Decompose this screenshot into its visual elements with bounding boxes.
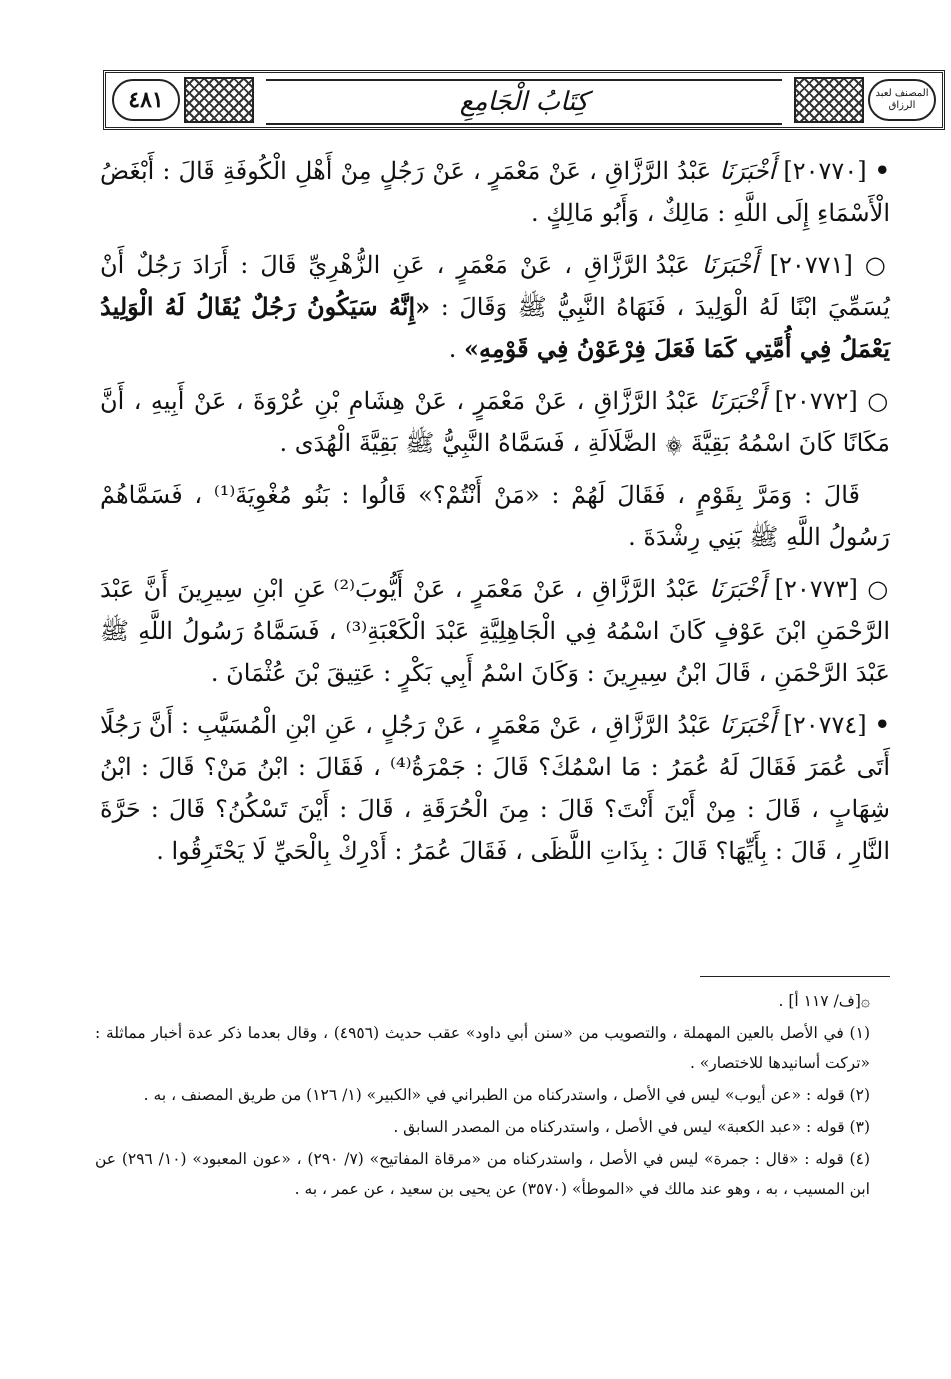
footnote-3: (٣) قوله : «عبد الكعبة» ليس في الأصل ، واستدركناه من المصدر السابق .	[393, 1118, 870, 1136]
footnote-2: (٢) قوله : «عن أيوب» ليس في الأصل ، واستدركناه من الطبراني في «الكبير» (١/ ١٢٦) من طريق المصنف ، به .	[143, 1086, 870, 1104]
ornament-left-icon	[184, 77, 254, 123]
footnote-1: (١) في الأصل بالعين المهملة ، والتصويب من «سنن أبي داود» عقب حديث (٤٩٥٦) ، وقال بعدما ذكر عدة أخبار مماثلة : «تركت أسانيدها للاختصار» .	[95, 1024, 870, 1072]
prophetic-saying: «إِنَّهُ سَيَكُونُ رَجُلٌ يُقَالُ لَهُ الْوَلِيدُ يَعْمَلُ فِي أُمَّتِي كَمَا فَعَلَ فِرْعَوْنُ فِي قَوْمِهِ»	[100, 292, 890, 363]
page-header	[103, 70, 945, 130]
main-text	[100, 150, 890, 882]
footnote-4: (٤) قوله : «قال : جمرة» ليس في الأصل ، واستدركناه من «مرقاة المفاتيح» (٧/ ٢٩٠) ، «عون المعبود» (١٠/ ٢٩٦) عن ابن المسيب ، به ، وهو عند مالك في «الموطأ» (٣٥٧٠) عن يحيى بن سعيد ، عن عمر ، به .	[95, 1150, 870, 1198]
footnote-divider	[700, 976, 890, 977]
chapter-title: كِتَابُ الْجَامِعِ	[266, 79, 782, 125]
hadith-number: [٢٠٧٧٠]	[783, 157, 867, 185]
hadith-number: [٢٠٧٧٤]	[783, 711, 867, 739]
hadith-number: [٢٠٧٧١]	[769, 251, 853, 279]
footnotes	[95, 986, 870, 1206]
hadith-20772-continuation: قَالَ : وَمَرَّ بِقَوْمٍ ، فَقَالَ لَهُمْ : «مَنْ أَنْتُمْ؟» قَالُوا : بَنُو مُغْوِيَةَ⁽¹⁾ ، فَسَمَّاهُمْ رَسُولُ اللَّهِ ﷺ بَنِي رِشْدَةَ .	[100, 481, 890, 551]
book-name-seal: المصنف لعبد الرزاق	[868, 79, 936, 121]
hadith-20770: • [٢٠٧٧٠] أَخْبَرَنَا عَبْدُ الرَّزَّاقِ ، عَنْ مَعْمَرٍ ، عَنْ رَجُلٍ مِنْ أَهْلِ الْكُوفَةِ قَالَ : أَبْغَضُ الْأَسْمَاءِ إِلَى اللَّهِ : مَالِكٌ ، وَأَبُو مَالِكٍ .	[100, 156, 890, 227]
hadith-20772: ○ [٢٠٧٧٢] أَخْبَرَنَا عَبْدُ الرَّزَّاقِ ، عَنْ مَعْمَرٍ ، عَنْ هِشَامِ بْنِ عُرْوَةَ ، عَنْ أَبِيهِ ، أَنَّ مَكَانًا كَانَ اسْمُهُ بَقِيَّةَ ۞ الضَّلَالَةِ ، فَسَمَّاهُ النَّبِيُّ ﷺ بَقِيَّةَ الْهُدَى .	[100, 386, 890, 457]
hadith-20773: ○ [٢٠٧٧٣] أَخْبَرَنَا عَبْدُ الرَّزَّاقِ ، عَنْ مَعْمَرٍ ، عَنْ أَيُّوبَ⁽²⁾ عَنِ ابْنِ سِيرِينَ أَنَّ عَبْدَ الرَّحْمَنِ ابْنَ عَوْفٍ كَانَ اسْمُهُ فِي الْجَاهِلِيَّةِ عَبْدَ الْكَعْبَةِ⁽³⁾ ، فَسَمَّاهُ رَسُولُ اللَّهِ ﷺ عَبْدَ الرَّحْمَنِ ، قَالَ ابْنُ سِيرِينَ : وَكَانَ اسْمُ أَبِي بَكْرٍ : عَتِيقَ بْنَ عُثْمَانَ .	[100, 574, 891, 687]
hadith-number: [٢٠٧٧٣]	[774, 575, 858, 603]
footnote-folio: ۞[ف/ ١١٧ أ] .	[778, 992, 870, 1010]
ornament-right-icon	[794, 77, 864, 123]
hadith-number: [٢٠٧٧٢]	[774, 387, 858, 415]
hadith-20774: • [٢٠٧٧٤] أَخْبَرَنَا عَبْدُ الرَّزَّاقِ ، عَنْ مَعْمَرٍ ، عَنْ رَجُلٍ ، عَنِ ابْنِ الْمُسَيَّبِ : أَنَّ رَجُلًا أَتَى عُمَرَ فَقَالَ لَهُ عُمَرُ : مَا اسْمُكَ؟ قَالَ : جَمْرَةُ⁽⁴⁾ ، فَقَالَ : ابْنُ مَنْ؟ قَالَ : ابْنُ شِهَابٍ ، قَالَ : مِنْ أَيْنَ أَنْتَ؟ قَالَ : مِنَ الْحُرَقَةِ ، قَالَ : أَيْنَ تَسْكُنُ؟ قَالَ : حَرَّةَ النَّارِ ، قَالَ : بِأَيِّهَا؟ قَالَ : بِذَاتِ اللَّظَى ، فَقَالَ عُمَرُ : أَدْرِكْ بِالْحَيِّ لَا يَحْتَرِقُوا .	[100, 710, 890, 865]
hadith-20771: ○ [٢٠٧٧١] أَخْبَرَنَا عَبْدُ الرَّزَّاقِ ، عَنْ مَعْمَرٍ ، عَنِ الزُّهْرِيِّ قَالَ : أَرَادَ رَجُلٌ أَنْ يُسَمِّيَ ابْنًا لَهُ الْوَلِيدَ ، فَنَهَاهُ النَّبِيُّ ﷺ وَقَالَ : «إِنَّهُ سَيَكُونُ رَجُلٌ يُقَالُ لَهُ الْوَلِيدُ يَعْمَلُ فِي أُمَّتِي كَمَا فَعَلَ فِرْعَوْنُ فِي قَوْمِهِ» .	[100, 250, 891, 363]
page-number: ٤٨١	[112, 79, 180, 121]
